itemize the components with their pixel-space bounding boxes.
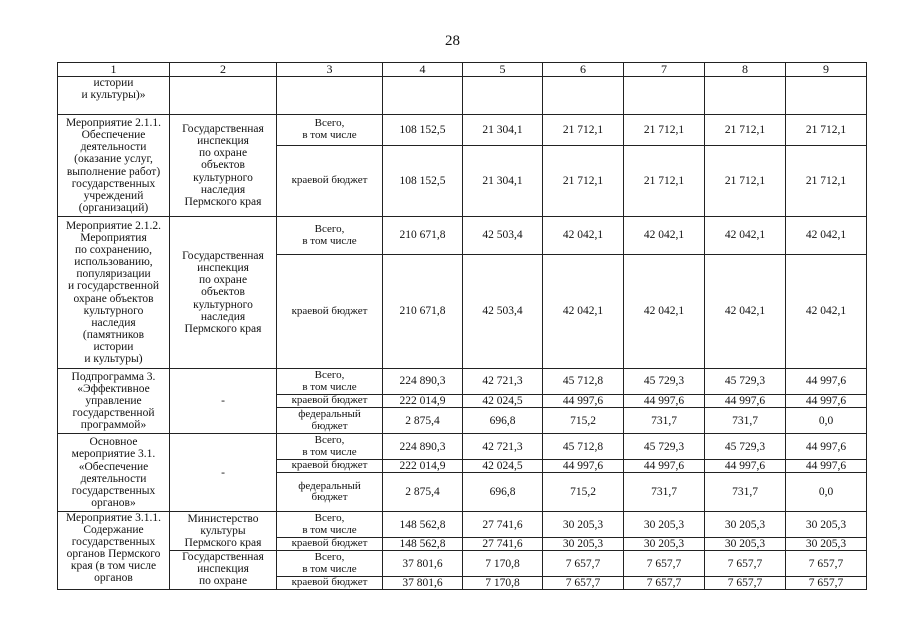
value-cell: 42 721,3 (463, 434, 543, 460)
value-cell: 30 205,3 (543, 512, 624, 538)
value-cell: 21 712,1 (543, 146, 624, 217)
header-cell: 6 (543, 63, 624, 77)
table-row (58, 115, 867, 146)
executor-cell: Министерство культуры Пермского края (170, 512, 277, 551)
value-cell: 44 997,6 (705, 395, 786, 408)
value-cell: 42 042,1 (786, 217, 867, 255)
header-cell: 7 (624, 63, 705, 77)
value-cell: 45 712,8 (543, 369, 624, 395)
value-cell: 30 205,3 (624, 512, 705, 538)
value-cell: 42 503,4 (463, 255, 543, 369)
value-cell: 148 562,8 (383, 512, 463, 538)
value-cell: 7 657,7 (705, 577, 786, 590)
value-cell: 44 997,6 (786, 395, 867, 408)
executor-cell: Государственная инспекция по охране объектов культурного наследия Пермского края (170, 217, 277, 369)
value-cell: 42 042,1 (705, 255, 786, 369)
value-cell: 42 042,1 (543, 255, 624, 369)
value-cell: 42 503,4 (463, 217, 543, 255)
measure-name: Мероприятие 2.1.1. Обеспечение деятельности (оказание услуг, выполнение работ) государственных учреждений (организаций) (58, 115, 170, 217)
value-cell: 37 801,6 (383, 551, 463, 577)
value-cell: 44 997,6 (705, 460, 786, 473)
value-cell: 7 170,8 (463, 577, 543, 590)
value-cell: 21 712,1 (543, 115, 624, 146)
value-cell: 715,2 (543, 473, 624, 512)
value-cell: 2 875,4 (383, 408, 463, 434)
value-cell: 21 304,1 (463, 146, 543, 217)
budget-table (57, 62, 867, 590)
value-cell: 21 304,1 (463, 115, 543, 146)
value-cell: 148 562,8 (383, 538, 463, 551)
table-row (58, 512, 867, 538)
value-cell: 7 657,7 (786, 551, 867, 577)
measure-name: Мероприятие 3.1.1. Содержание государственных органов Пермского края (в том числе органов (58, 512, 170, 590)
empty-cell (277, 77, 383, 115)
page-number: 28 (445, 33, 460, 49)
executor-cell: - (170, 369, 277, 434)
value-cell: 42 024,5 (463, 460, 543, 473)
empty-cell (786, 77, 867, 115)
value-cell: 2 875,4 (383, 473, 463, 512)
value-cell: 30 205,3 (624, 538, 705, 551)
value-cell: 45 729,3 (705, 434, 786, 460)
value-cell: 7 657,7 (705, 551, 786, 577)
value-cell: 21 712,1 (705, 146, 786, 217)
table-row (58, 217, 867, 255)
value-cell: 731,7 (624, 473, 705, 512)
measure-name: Основное мероприятие 3.1. «Обеспечение деятельности государственных органов» (58, 434, 170, 512)
subprogram-name: Подпрограмма 3. «Эффективное управление государственной программой» (58, 369, 170, 434)
continuation-text: истории и культуры)» (81, 77, 146, 102)
header-cell: 1 (58, 63, 170, 77)
table-row (58, 434, 867, 460)
value-cell: 222 014,9 (383, 395, 463, 408)
value-cell: 21 712,1 (786, 115, 867, 146)
empty-cell (543, 77, 624, 115)
value-cell: 21 712,1 (705, 115, 786, 146)
value-cell: 210 671,8 (383, 255, 463, 369)
value-cell: 44 997,6 (786, 369, 867, 395)
value-cell: 42 024,5 (463, 395, 543, 408)
executor-cell: Государственная инспекция по охране (170, 551, 277, 590)
funding-source: краевой бюджет (277, 538, 383, 551)
value-cell: 108 152,5 (383, 146, 463, 217)
table-row (58, 551, 867, 577)
value-cell: 42 042,1 (624, 255, 705, 369)
empty-cell (624, 77, 705, 115)
value-cell: 42 721,3 (463, 369, 543, 395)
value-cell: 731,7 (705, 473, 786, 512)
value-cell: 731,7 (624, 408, 705, 434)
value-cell: 7 170,8 (463, 551, 543, 577)
value-cell: 696,8 (463, 473, 543, 512)
value-cell: 44 997,6 (786, 434, 867, 460)
value-cell: 30 205,3 (786, 512, 867, 538)
value-cell: 45 729,3 (624, 369, 705, 395)
executor-cell: - (170, 434, 277, 512)
header-cell: 3 (277, 63, 383, 77)
value-cell: 37 801,6 (383, 577, 463, 590)
value-cell: 21 712,1 (624, 115, 705, 146)
funding-source: краевой бюджет (277, 146, 383, 217)
value-cell: 30 205,3 (705, 538, 786, 551)
funding-source: Всего, в том числе (277, 369, 383, 395)
value-cell: 21 712,1 (624, 146, 705, 217)
table-row (58, 77, 867, 115)
value-cell: 45 729,3 (705, 369, 786, 395)
header-cell: 9 (786, 63, 867, 77)
value-cell: 696,8 (463, 408, 543, 434)
funding-source: краевой бюджет (277, 460, 383, 473)
funding-source: краевой бюджет (277, 395, 383, 408)
value-cell: 7 657,7 (543, 577, 624, 590)
funding-source: Всего, в том числе (277, 551, 383, 577)
value-cell: 45 712,8 (543, 434, 624, 460)
value-cell: 27 741,6 (463, 512, 543, 538)
header-cell: 4 (383, 63, 463, 77)
value-cell: 42 042,1 (624, 217, 705, 255)
value-cell: 30 205,3 (705, 512, 786, 538)
table-row (58, 369, 867, 395)
value-cell: 0,0 (786, 473, 867, 512)
value-cell: 44 997,6 (624, 395, 705, 408)
value-cell: 44 997,6 (786, 460, 867, 473)
header-row (58, 63, 867, 77)
empty-cell (705, 77, 786, 115)
funding-source: краевой бюджет (277, 255, 383, 369)
value-cell: 7 657,7 (624, 577, 705, 590)
value-cell: 7 657,7 (624, 551, 705, 577)
value-cell: 44 997,6 (543, 395, 624, 408)
value-cell: 222 014,9 (383, 460, 463, 473)
value-cell: 7 657,7 (543, 551, 624, 577)
header-cell: 5 (463, 63, 543, 77)
value-cell: 224 890,3 (383, 434, 463, 460)
value-cell: 210 671,8 (383, 217, 463, 255)
funding-source: Всего, в том числе (277, 434, 383, 460)
funding-source: федеральный бюджет (277, 408, 383, 434)
value-cell: 44 997,6 (543, 460, 624, 473)
header-cell: 2 (170, 63, 277, 77)
header-cell: 8 (705, 63, 786, 77)
value-cell: 27 741,6 (463, 538, 543, 551)
value-cell: 715,2 (543, 408, 624, 434)
empty-cell (463, 77, 543, 115)
value-cell: 44 997,6 (624, 460, 705, 473)
funding-source: Всего, в том числе (277, 512, 383, 538)
value-cell: 42 042,1 (705, 217, 786, 255)
value-cell: 108 152,5 (383, 115, 463, 146)
executor-cell: Государственная инспекция по охране объектов культурного наследия Пермского края (170, 115, 277, 217)
measure-name: Мероприятие 2.1.2. Мероприятия по сохранению, использованию, популяризации и государственной охране объектов культурного наследия (памятников истории и культуры) (58, 217, 170, 369)
value-cell: 21 712,1 (786, 146, 867, 217)
value-cell: 731,7 (705, 408, 786, 434)
funding-source: Всего, в том числе (277, 217, 383, 255)
empty-cell (170, 77, 277, 115)
value-cell: 0,0 (786, 408, 867, 434)
empty-cell (383, 77, 463, 115)
value-cell: 45 729,3 (624, 434, 705, 460)
value-cell: 42 042,1 (786, 255, 867, 369)
funding-source: краевой бюджет (277, 577, 383, 590)
value-cell: 30 205,3 (786, 538, 867, 551)
funding-source: Всего, в том числе (277, 115, 383, 146)
continuation-cell (58, 77, 170, 115)
value-cell: 42 042,1 (543, 217, 624, 255)
value-cell: 224 890,3 (383, 369, 463, 395)
value-cell: 30 205,3 (543, 538, 624, 551)
value-cell: 7 657,7 (786, 577, 867, 590)
funding-source: федеральный бюджет (277, 473, 383, 512)
